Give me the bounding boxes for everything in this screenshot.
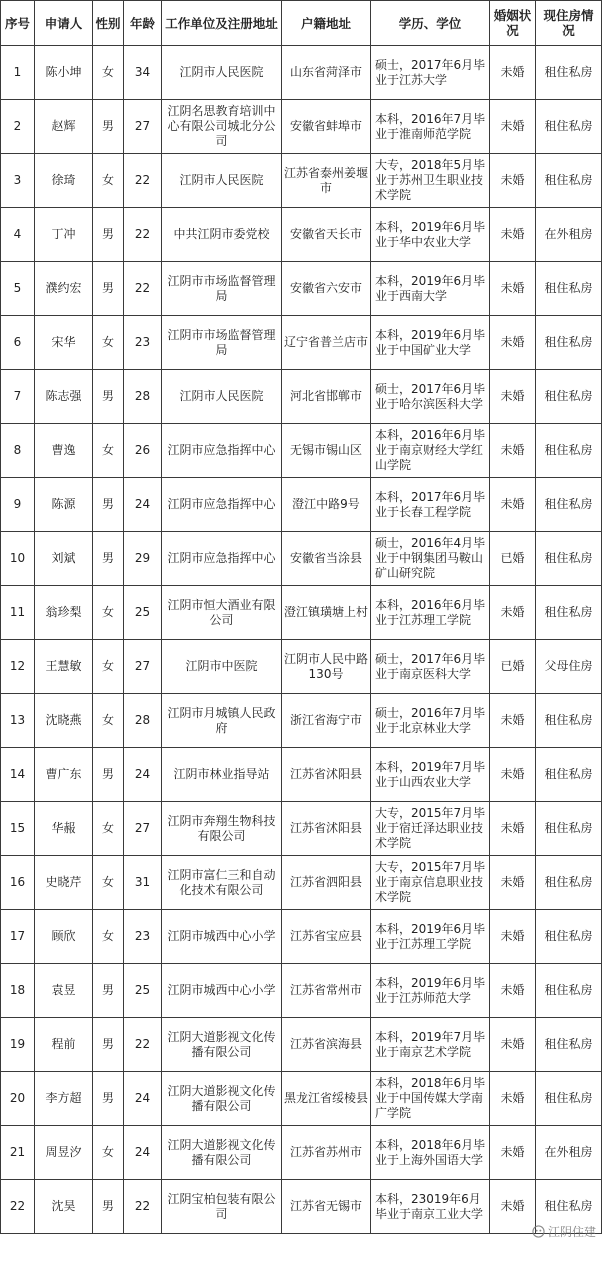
cell-age: 25 [124, 964, 162, 1018]
cell-employer: 江阴市应急指挥中心 [162, 478, 282, 532]
cell-employer: 江阴市人民医院 [162, 46, 282, 100]
table-row [1, 424, 602, 478]
cell-index: 4 [1, 208, 35, 262]
table-row [1, 370, 602, 424]
cell-education: 本科，2017年6月毕业于长春工程学院 [371, 478, 490, 532]
cell-age: 27 [124, 640, 162, 694]
cell-housing: 租住私房 [536, 478, 602, 532]
cell-gender: 女 [93, 694, 124, 748]
cell-education: 本科，23019年6月毕业于南京工业大学 [371, 1180, 490, 1234]
cell-marital: 未婚 [490, 1126, 536, 1180]
cell-gender: 男 [93, 964, 124, 1018]
cell-marital: 未婚 [490, 478, 536, 532]
cell-education: 硕士，2016年7月毕业于北京林业大学 [371, 694, 490, 748]
cell-gender: 男 [93, 748, 124, 802]
cell-applicant: 徐琦 [35, 154, 93, 208]
cell-employer: 江阴宝柏包装有限公司 [162, 1180, 282, 1234]
cell-housing: 租住私房 [536, 856, 602, 910]
table-row [1, 1072, 602, 1126]
cell-employer: 中共江阴市委党校 [162, 208, 282, 262]
cell-education: 本科，2019年7月毕业于南京艺术学院 [371, 1018, 490, 1072]
cell-employer: 江阴大道影视文化传播有限公司 [162, 1018, 282, 1072]
cell-applicant: 袁昱 [35, 964, 93, 1018]
table-row [1, 694, 602, 748]
cell-gender: 男 [93, 100, 124, 154]
cell-index: 5 [1, 262, 35, 316]
cell-index: 15 [1, 802, 35, 856]
cell-household: 江苏省沭阳县 [282, 748, 371, 802]
cell-employer: 江阴市人民医院 [162, 370, 282, 424]
cell-age: 29 [124, 532, 162, 586]
cell-marital: 未婚 [490, 316, 536, 370]
cell-index: 21 [1, 1126, 35, 1180]
cell-age: 22 [124, 1018, 162, 1072]
cell-applicant: 刘斌 [35, 532, 93, 586]
cell-housing: 租住私房 [536, 1018, 602, 1072]
cell-gender: 男 [93, 1072, 124, 1126]
cell-education: 大专，2015年7月毕业于宿迁泽达职业技术学院 [371, 802, 490, 856]
cell-age: 22 [124, 208, 162, 262]
cell-marital: 未婚 [490, 802, 536, 856]
cell-marital: 未婚 [490, 208, 536, 262]
cell-marital: 未婚 [490, 1180, 536, 1234]
cell-marital: 未婚 [490, 262, 536, 316]
cell-applicant: 王慧敏 [35, 640, 93, 694]
cell-household: 安徽省蚌埠市 [282, 100, 371, 154]
cell-applicant: 李方超 [35, 1072, 93, 1126]
header-education: 学历、学位 [371, 1, 490, 46]
cell-housing: 租住私房 [536, 1072, 602, 1126]
cell-applicant: 陈志强 [35, 370, 93, 424]
table-row [1, 856, 602, 910]
cell-housing: 租住私房 [536, 964, 602, 1018]
table-row [1, 1018, 602, 1072]
cell-age: 23 [124, 316, 162, 370]
cell-age: 24 [124, 478, 162, 532]
cell-marital: 未婚 [490, 856, 536, 910]
cell-marital: 未婚 [490, 1072, 536, 1126]
table-row [1, 316, 602, 370]
cell-age: 22 [124, 262, 162, 316]
table-row [1, 748, 602, 802]
cell-education: 硕士，2017年6月毕业于哈尔滨医科大学 [371, 370, 490, 424]
cell-age: 34 [124, 46, 162, 100]
cell-gender: 男 [93, 478, 124, 532]
cell-household: 安徽省天长市 [282, 208, 371, 262]
table-row [1, 802, 602, 856]
cell-gender: 女 [93, 424, 124, 478]
cell-index: 3 [1, 154, 35, 208]
cell-employer: 江阴大道影视文化传播有限公司 [162, 1072, 282, 1126]
cell-index: 14 [1, 748, 35, 802]
cell-housing: 租住私房 [536, 748, 602, 802]
header-age: 年龄 [124, 1, 162, 46]
cell-applicant: 陈源 [35, 478, 93, 532]
table-row [1, 154, 602, 208]
cell-housing: 租住私房 [536, 586, 602, 640]
wechat-icon [532, 1225, 545, 1238]
cell-household: 江苏省泗阳县 [282, 856, 371, 910]
cell-index: 17 [1, 910, 35, 964]
cell-age: 22 [124, 1180, 162, 1234]
cell-age: 24 [124, 1072, 162, 1126]
cell-housing: 租住私房 [536, 910, 602, 964]
cell-age: 26 [124, 424, 162, 478]
cell-housing: 租住私房 [536, 802, 602, 856]
cell-gender: 男 [93, 208, 124, 262]
cell-gender: 女 [93, 154, 124, 208]
cell-age: 27 [124, 802, 162, 856]
header-gender: 性别 [93, 1, 124, 46]
cell-housing: 租住私房 [536, 532, 602, 586]
cell-housing: 租住私房 [536, 1180, 602, 1234]
table-row [1, 964, 602, 1018]
cell-household: 江苏省宝应县 [282, 910, 371, 964]
cell-housing: 父母住房 [536, 640, 602, 694]
cell-index: 19 [1, 1018, 35, 1072]
cell-housing: 租住私房 [536, 100, 602, 154]
header-marital: 婚姻状况 [490, 1, 536, 46]
cell-index: 16 [1, 856, 35, 910]
cell-housing: 在外租房 [536, 1126, 602, 1180]
cell-marital: 未婚 [490, 1018, 536, 1072]
header-employer: 工作单位及注册地址 [162, 1, 282, 46]
cell-marital: 已婚 [490, 640, 536, 694]
cell-index: 7 [1, 370, 35, 424]
cell-age: 24 [124, 748, 162, 802]
cell-housing: 租住私房 [536, 46, 602, 100]
cell-education: 本科，2018年6月毕业于上海外国语大学 [371, 1126, 490, 1180]
cell-household: 安徽省当涂县 [282, 532, 371, 586]
cell-housing: 在外租房 [536, 208, 602, 262]
cell-index: 13 [1, 694, 35, 748]
cell-index: 20 [1, 1072, 35, 1126]
cell-education: 本科，2016年6月毕业于江苏理工学院 [371, 586, 490, 640]
cell-marital: 未婚 [490, 46, 536, 100]
cell-age: 28 [124, 694, 162, 748]
cell-applicant: 翁珍梨 [35, 586, 93, 640]
cell-applicant: 赵辉 [35, 100, 93, 154]
cell-employer: 江阴市林业指导站 [162, 748, 282, 802]
cell-index: 11 [1, 586, 35, 640]
cell-education: 本科，2016年6月毕业于南京财经大学红山学院 [371, 424, 490, 478]
cell-employer: 江阴市中医院 [162, 640, 282, 694]
cell-household: 江苏省沭阳县 [282, 802, 371, 856]
table-row [1, 46, 602, 100]
cell-household: 澄江中路9号 [282, 478, 371, 532]
cell-marital: 未婚 [490, 586, 536, 640]
cell-education: 大专，2015年7月毕业于南京信息职业技术学院 [371, 856, 490, 910]
cell-age: 23 [124, 910, 162, 964]
cell-marital: 未婚 [490, 154, 536, 208]
cell-employer: 江阴名思教育培训中心有限公司城北分公司 [162, 100, 282, 154]
cell-education: 本科，2016年7月毕业于淮南师范学院 [371, 100, 490, 154]
cell-marital: 未婚 [490, 100, 536, 154]
cell-gender: 男 [93, 370, 124, 424]
cell-gender: 男 [93, 532, 124, 586]
cell-employer: 江阴市恒大酒业有限公司 [162, 586, 282, 640]
cell-index: 22 [1, 1180, 35, 1234]
table-row [1, 262, 602, 316]
cell-applicant: 程前 [35, 1018, 93, 1072]
cell-applicant: 曹广东 [35, 748, 93, 802]
table-row [1, 1126, 602, 1180]
cell-household: 辽宁省普兰店市 [282, 316, 371, 370]
cell-gender: 女 [93, 802, 124, 856]
cell-household: 江苏省滨海县 [282, 1018, 371, 1072]
cell-education: 硕士，2017年6月毕业于江苏大学 [371, 46, 490, 100]
cell-employer: 江阴市奔翔生物科技有限公司 [162, 802, 282, 856]
cell-housing: 租住私房 [536, 316, 602, 370]
cell-employer: 江阴大道影视文化传播有限公司 [162, 1126, 282, 1180]
cell-education: 本科，2019年6月毕业于华中农业大学 [371, 208, 490, 262]
cell-household: 江阴市人民中路130号 [282, 640, 371, 694]
cell-marital: 已婚 [490, 532, 536, 586]
cell-applicant: 曹逸 [35, 424, 93, 478]
cell-employer: 江阴市人民医院 [162, 154, 282, 208]
cell-household: 河北省邯郸市 [282, 370, 371, 424]
cell-applicant: 濮约宏 [35, 262, 93, 316]
cell-index: 6 [1, 316, 35, 370]
table-row [1, 586, 602, 640]
cell-marital: 未婚 [490, 964, 536, 1018]
cell-applicant: 周昱汐 [35, 1126, 93, 1180]
cell-employer: 江阴市应急指挥中心 [162, 532, 282, 586]
cell-household: 江苏省无锡市 [282, 1180, 371, 1234]
watermark [532, 1223, 596, 1240]
cell-gender: 男 [93, 262, 124, 316]
cell-education: 本科，2019年6月毕业于江苏理工学院 [371, 910, 490, 964]
cell-gender: 女 [93, 640, 124, 694]
cell-household: 江苏省苏州市 [282, 1126, 371, 1180]
cell-applicant: 丁冲 [35, 208, 93, 262]
cell-education: 本科，2019年7月毕业于山西农业大学 [371, 748, 490, 802]
cell-marital: 未婚 [490, 910, 536, 964]
cell-gender: 男 [93, 1018, 124, 1072]
cell-employer: 江阴市城西中心小学 [162, 964, 282, 1018]
cell-housing: 租住私房 [536, 154, 602, 208]
table-row [1, 532, 602, 586]
cell-gender: 男 [93, 1180, 124, 1234]
cell-gender: 女 [93, 856, 124, 910]
cell-age: 24 [124, 1126, 162, 1180]
cell-household: 黑龙江省绥棱县 [282, 1072, 371, 1126]
cell-gender: 女 [93, 1126, 124, 1180]
cell-household: 浙江省海宁市 [282, 694, 371, 748]
cell-applicant: 华赧 [35, 802, 93, 856]
cell-index: 10 [1, 532, 35, 586]
cell-applicant: 沈昊 [35, 1180, 93, 1234]
cell-marital: 未婚 [490, 694, 536, 748]
table-row [1, 100, 602, 154]
cell-employer: 江阴市月城镇人民政府 [162, 694, 282, 748]
cell-household: 安徽省六安市 [282, 262, 371, 316]
cell-household: 江苏省常州市 [282, 964, 371, 1018]
cell-employer: 江阴市市场监督管理局 [162, 316, 282, 370]
cell-applicant: 史晓芹 [35, 856, 93, 910]
table-row [1, 478, 602, 532]
cell-age: 25 [124, 586, 162, 640]
cell-education: 硕士，2017年6月毕业于南京医科大学 [371, 640, 490, 694]
cell-household: 山东省菏泽市 [282, 46, 371, 100]
cell-age: 31 [124, 856, 162, 910]
cell-housing: 租住私房 [536, 370, 602, 424]
header-household: 户籍地址 [282, 1, 371, 46]
cell-age: 22 [124, 154, 162, 208]
cell-household: 澄江镇璜塘上村 [282, 586, 371, 640]
cell-education: 本科，2019年6月毕业于江苏师范大学 [371, 964, 490, 1018]
table-row [1, 1180, 602, 1234]
cell-index: 12 [1, 640, 35, 694]
cell-employer: 江阴市市场监督管理局 [162, 262, 282, 316]
table-row [1, 910, 602, 964]
cell-marital: 未婚 [490, 424, 536, 478]
cell-age: 27 [124, 100, 162, 154]
cell-education: 本科，2018年6月毕业于中国传媒大学南广学院 [371, 1072, 490, 1126]
cell-index: 8 [1, 424, 35, 478]
watermark-text: 江阴住建 [547, 1225, 596, 1239]
cell-gender: 女 [93, 316, 124, 370]
cell-applicant: 陈小坤 [35, 46, 93, 100]
cell-index: 1 [1, 46, 35, 100]
cell-household: 无锡市锡山区 [282, 424, 371, 478]
cell-employer: 江阴市应急指挥中心 [162, 424, 282, 478]
cell-applicant: 沈晓燕 [35, 694, 93, 748]
header-index: 序号 [1, 1, 35, 46]
header-applicant: 申请人 [35, 1, 93, 46]
cell-marital: 未婚 [490, 370, 536, 424]
cell-gender: 女 [93, 46, 124, 100]
cell-education: 硕士，2016年4月毕业于中钢集团马鞍山矿山研究院 [371, 532, 490, 586]
cell-employer: 江阴市富仁三和自动化技术有限公司 [162, 856, 282, 910]
cell-education: 本科，2019年6月毕业于中国矿业大学 [371, 316, 490, 370]
cell-employer: 江阴市城西中心小学 [162, 910, 282, 964]
cell-applicant: 宋华 [35, 316, 93, 370]
cell-education: 大专，2018年5月毕业于苏州卫生职业技术学院 [371, 154, 490, 208]
cell-household: 江苏省泰州姜堰市 [282, 154, 371, 208]
table-row [1, 640, 602, 694]
table-row [1, 208, 602, 262]
cell-index: 18 [1, 964, 35, 1018]
cell-gender: 女 [93, 586, 124, 640]
cell-marital: 未婚 [490, 748, 536, 802]
header-housing: 现住房情况 [536, 1, 602, 46]
cell-housing: 租住私房 [536, 262, 602, 316]
cell-gender: 女 [93, 910, 124, 964]
cell-housing: 租住私房 [536, 694, 602, 748]
header-row [1, 1, 602, 46]
cell-housing: 租住私房 [536, 424, 602, 478]
cell-index: 2 [1, 100, 35, 154]
cell-applicant: 顾欣 [35, 910, 93, 964]
cell-index: 9 [1, 478, 35, 532]
cell-age: 28 [124, 370, 162, 424]
cell-education: 本科，2019年6月毕业于西南大学 [371, 262, 490, 316]
